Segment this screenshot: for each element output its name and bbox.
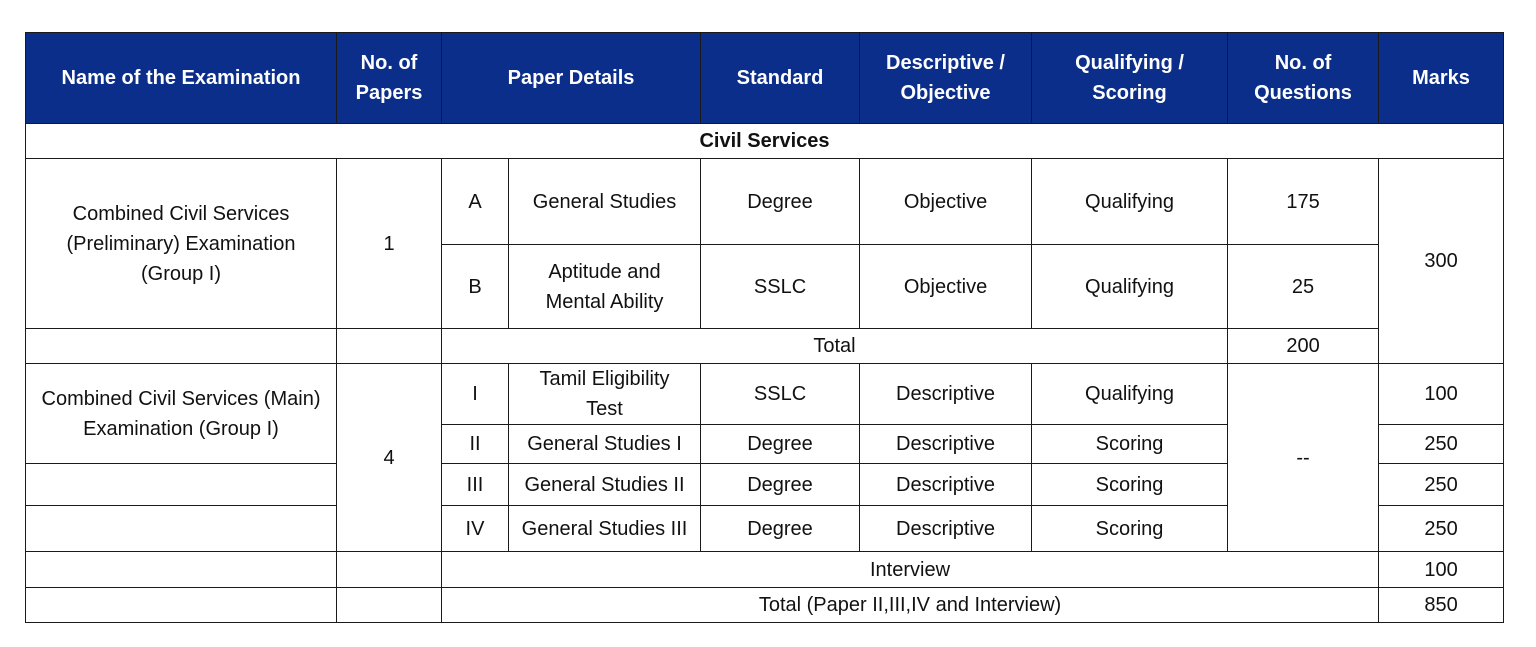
paper-standard: Degree [701, 425, 860, 464]
empty-cell [26, 506, 337, 552]
interview-marks: 100 [1379, 552, 1504, 588]
paper-code: III [442, 464, 509, 506]
prelim-no-of-papers: 1 [337, 159, 442, 329]
section-title: Civil Services [26, 124, 1504, 159]
paper-subject: General Studies II [509, 464, 701, 506]
paper-standard: Degree [701, 464, 860, 506]
paper-nature: Qualifying [1032, 159, 1228, 245]
paper-nature: Qualifying [1032, 364, 1228, 425]
empty-cell [26, 464, 337, 506]
paper-nature: Scoring [1032, 506, 1228, 552]
header-marks: Marks [1379, 33, 1504, 124]
paper-standard: Degree [701, 159, 860, 245]
header-paper-details: Paper Details [442, 33, 701, 124]
paper-code: IV [442, 506, 509, 552]
paper-type: Descriptive [860, 464, 1032, 506]
prelim-exam-name: Combined Civil Services (Preliminary) Examination (Group I) [26, 159, 337, 329]
paper-type: Objective [860, 245, 1032, 329]
main-exam-name: Combined Civil Services (Main) Examination (Group I) [26, 364, 337, 464]
main-questions: -- [1228, 364, 1379, 552]
paper-code: A [442, 159, 509, 245]
paper-nature: Scoring [1032, 425, 1228, 464]
paper-code: B [442, 245, 509, 329]
paper-questions: 175 [1228, 159, 1379, 245]
paper-standard: Degree [701, 506, 860, 552]
main-no-of-papers: 4 [337, 364, 442, 552]
header-row [26, 33, 1504, 124]
paper-type: Descriptive [860, 425, 1032, 464]
paper-marks: 100 [1379, 364, 1504, 425]
paper-subject: Tamil Eligibility Test [509, 364, 701, 425]
paper-type: Descriptive [860, 364, 1032, 425]
empty-cell [26, 552, 337, 588]
empty-cell [337, 552, 442, 588]
paper-questions: 25 [1228, 245, 1379, 329]
prelim-total-row [26, 329, 1504, 364]
header-no-of-questions: No. of Questions [1228, 33, 1379, 124]
main-total-row [26, 588, 1504, 623]
prelim-total-label: Total [442, 329, 1228, 364]
paper-subject: General Studies [509, 159, 701, 245]
paper-type: Objective [860, 159, 1032, 245]
main-total-marks: 850 [1379, 588, 1504, 623]
empty-cell [26, 329, 337, 364]
interview-row [26, 552, 1504, 588]
empty-cell [337, 329, 442, 364]
paper-subject: General Studies III [509, 506, 701, 552]
paper-subject: General Studies I [509, 425, 701, 464]
paper-nature: Scoring [1032, 464, 1228, 506]
paper-standard: SSLC [701, 245, 860, 329]
header-qualifying-scoring: Qualifying / Scoring [1032, 33, 1228, 124]
paper-marks: 250 [1379, 506, 1504, 552]
paper-marks: 250 [1379, 425, 1504, 464]
exam-scheme-table [25, 32, 1504, 623]
paper-marks: 250 [1379, 464, 1504, 506]
paper-standard: SSLC [701, 364, 860, 425]
paper-nature: Qualifying [1032, 245, 1228, 329]
header-descriptive-objective: Descriptive / Objective [860, 33, 1032, 124]
main-total-label: Total (Paper II,III,IV and Interview) [442, 588, 1379, 623]
paper-code: I [442, 364, 509, 425]
empty-cell [337, 588, 442, 623]
paper-code: II [442, 425, 509, 464]
table-row [26, 159, 1504, 245]
header-standard: Standard [701, 33, 860, 124]
empty-cell [26, 588, 337, 623]
section-row [26, 124, 1504, 159]
prelim-total-questions: 200 [1228, 329, 1379, 364]
header-no-of-papers: No. of Papers [337, 33, 442, 124]
header-exam-name: Name of the Examination [26, 33, 337, 124]
paper-subject: Aptitude and Mental Ability [509, 245, 701, 329]
interview-label: Interview [442, 552, 1379, 588]
table-row [26, 364, 1504, 425]
prelim-marks: 300 [1379, 159, 1504, 364]
paper-type: Descriptive [860, 506, 1032, 552]
